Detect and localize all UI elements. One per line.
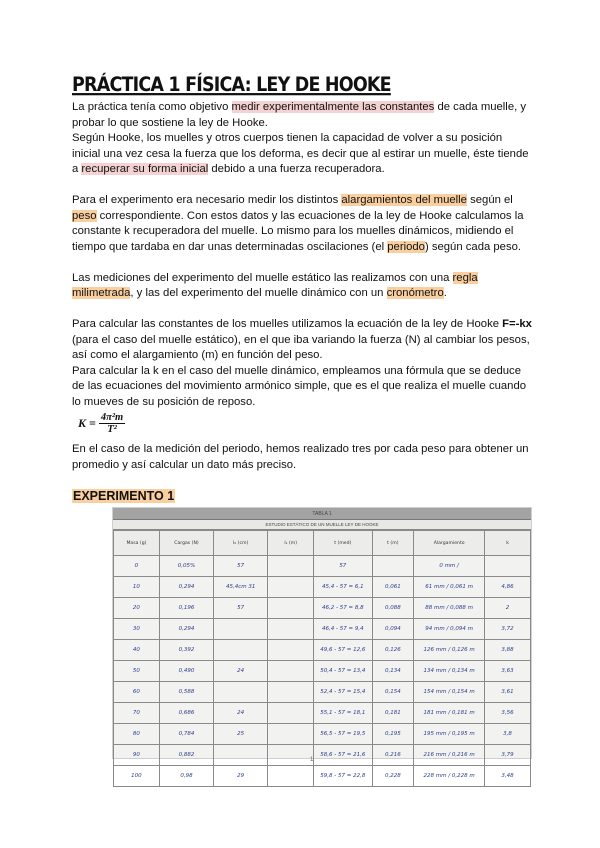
table-cell: 0,294 <box>159 577 213 598</box>
formula-fraction <box>99 412 125 435</box>
table-cell: 94 mm / 0,094 m <box>414 619 485 640</box>
text-span: Para el experimento era necesario medir los distintos <box>72 194 342 206</box>
table-cell: 58,6 - 57 = 21,6 <box>314 745 372 766</box>
table-cell: 24 <box>214 703 268 724</box>
table-cell: 49,6 - 57 = 12,6 <box>314 640 372 661</box>
highlight-span: alargamientos del muelle <box>341 194 467 206</box>
dynamic-k-formula <box>78 412 532 435</box>
table-cell: 3,63 <box>485 661 531 682</box>
table-cell: 0,228 <box>372 766 414 787</box>
table-cell: 0,094 <box>372 619 414 640</box>
column-header: Alargamiento <box>414 531 485 556</box>
table-cell: 0,294 <box>159 619 213 640</box>
table-row <box>114 556 531 577</box>
table-cell: 50,4 - 57 = 13,4 <box>314 661 372 682</box>
table-cell: 61 mm / 0,061 m <box>414 577 485 598</box>
table-cell <box>268 577 314 598</box>
table-cell: 3,48 <box>485 766 531 787</box>
table-cell: 134 mm / 0,134 m <box>414 661 485 682</box>
table-cell: 216 mm / 0,216 m <box>414 745 485 766</box>
table-cell: 126 mm / 0,126 m <box>414 640 485 661</box>
table-title: TABLA 1 <box>113 508 531 520</box>
table-cell: 3,8 <box>485 724 531 745</box>
table-cell: 60 <box>114 682 160 703</box>
table-cell <box>268 703 314 724</box>
table-row <box>114 640 531 661</box>
column-header: t (med) <box>314 531 372 556</box>
column-header: Masa (g) <box>114 531 160 556</box>
table-cell <box>268 682 314 703</box>
table-cell: 80 <box>114 724 160 745</box>
text-span: ) según cada peso. <box>424 240 522 253</box>
table-cell: 56,5 - 57 = 19,5 <box>314 724 372 745</box>
table-cell: 2 <box>485 598 531 619</box>
table-cell <box>372 556 414 577</box>
column-header: k <box>485 531 531 556</box>
table-row <box>114 577 531 598</box>
table-cell: 3,88 <box>485 640 531 661</box>
table-cell: 3,72 <box>485 619 531 640</box>
measurements-table <box>113 530 531 787</box>
table-cell <box>214 619 268 640</box>
formula-lhs: K = <box>78 415 96 430</box>
table-cell: 55,1 - 57 = 18,1 <box>314 703 372 724</box>
table-cell: 4,86 <box>485 577 531 598</box>
table-cell: 3,79 <box>485 745 531 766</box>
document-body <box>72 100 532 489</box>
formula-denominator: T² <box>107 424 117 435</box>
table-cell: 0,134 <box>372 661 414 682</box>
table-cell: 181 mm / 0,181 m <box>414 703 485 724</box>
table-row <box>114 598 531 619</box>
table-row <box>114 724 531 745</box>
table-cell: 228 mm / 0,228 m <box>414 766 485 787</box>
table-cell: 0,216 <box>372 745 414 766</box>
highlight-span: peso <box>72 209 97 222</box>
period-paragraph: En el caso de la medición del periodo, hemos realizado tres por cada peso para obtener un promedio y así calcular un dato más preciso. <box>72 443 529 471</box>
table-cell: 88 mm / 0,088 m <box>414 598 485 619</box>
page-mark: 1 <box>310 757 314 763</box>
table-cell: 0,154 <box>372 682 414 703</box>
table-cell: 0,686 <box>159 703 213 724</box>
table-cell: 30 <box>114 619 160 640</box>
table-cell: 0,061 <box>372 577 414 598</box>
formula-numerator: 4π²m <box>100 412 124 423</box>
table-header-row <box>114 531 531 556</box>
table-cell: 0,181 <box>372 703 414 724</box>
intro-paragraph <box>72 100 532 178</box>
column-header: Cargas (N) <box>159 531 213 556</box>
table-cell: 0,05% <box>159 556 213 577</box>
table-cell: 20 <box>114 598 160 619</box>
text-span: Para calcular las constantes de los muelles utilizamos la ecuación de la ley de Hooke <box>72 318 503 330</box>
table-cell: 57 <box>214 556 268 577</box>
table-cell <box>268 745 314 766</box>
table-cell: 46,4 - 57 = 9,4 <box>314 619 372 640</box>
table-cell: 24 <box>214 661 268 682</box>
table-cell: 0 mm / <box>414 556 485 577</box>
experiment-paragraph <box>72 193 532 255</box>
table-row <box>114 619 531 640</box>
table-cell: 100 <box>114 766 160 787</box>
text-span: La práctica tenía como objetivo <box>72 101 232 113</box>
table-row <box>114 661 531 682</box>
table-cell: 40 <box>114 640 160 661</box>
highlight-span: periodo <box>387 240 425 253</box>
section-title-experimento-1: EXPERIMENTO 1 <box>73 489 175 503</box>
column-header: t (m) <box>372 531 414 556</box>
text-span: . <box>443 287 447 299</box>
table-cell <box>268 598 314 619</box>
table-cell <box>214 640 268 661</box>
highlight-span: cronómetro <box>386 287 444 299</box>
text-span: Las mediciones del experimento del muelle estático las realizamos con una <box>72 271 453 284</box>
hooke-formula: F=-kx <box>502 318 532 330</box>
table-cell: 57 <box>214 598 268 619</box>
table-cell: 0,98 <box>159 766 213 787</box>
table-cell <box>268 640 314 661</box>
table-cell: 3,56 <box>485 703 531 724</box>
table-cell: 0,195 <box>372 724 414 745</box>
table-cell <box>268 766 314 787</box>
text-span: de cada muelle, y probar lo que sostiene la ley de Hooke. <box>72 101 527 129</box>
table-cell: 45,4cm 31 <box>214 577 268 598</box>
text-span: , y las del experimento del muelle dinámico con un <box>130 287 387 299</box>
table-cell: 46,2 - 57 = 8,8 <box>314 598 372 619</box>
table-cell: 57 <box>314 556 372 577</box>
text-span: correspondiente. Con estos datos y las ecuaciones de la ley de Hooke calculamos la constante k recuperadora del muelle. Lo mismo para los muelles dinámicos, midiendo el tiempo que tardaba en dar unas determinadas oscilaciones (el <box>72 209 524 253</box>
table-cell: 0 <box>114 556 160 577</box>
table-cell: 50 <box>114 661 160 682</box>
table-cell: 0,126 <box>372 640 414 661</box>
table-cell <box>214 745 268 766</box>
highlight-span: recuperar su forma inicial <box>81 163 209 175</box>
table-row <box>114 682 531 703</box>
highlight-span: medir experimentalmente las constantes <box>231 101 435 113</box>
table-cell: 195 mm / 0,195 m <box>414 724 485 745</box>
measurements-paragraph <box>72 271 532 302</box>
table-cell: 154 mm / 0,154 m <box>414 682 485 703</box>
table-cell: 0,784 <box>159 724 213 745</box>
text-span: según el <box>466 194 513 206</box>
table-body <box>114 556 531 787</box>
table-cell: 3,61 <box>485 682 531 703</box>
table-cell: 52,4 - 57 = 15,4 <box>314 682 372 703</box>
measurements-table-photo <box>112 507 532 779</box>
table-cell: 0,392 <box>159 640 213 661</box>
table-cell: 90 <box>114 745 160 766</box>
table-cell: 0,490 <box>159 661 213 682</box>
calculation-paragraph <box>72 317 532 410</box>
text-span: Para calcular la k en el caso del muelle dinámico, empleamos una fórmula que se deduce de las ecuaciones del movimiento armónico simple, que es el que realiza el muelle cuando lo mueves de su posición de reposo. <box>72 364 527 408</box>
table-row <box>114 703 531 724</box>
table-cell: 25 <box>214 724 268 745</box>
table-cell: 29 <box>214 766 268 787</box>
table-cell <box>268 556 314 577</box>
table-cell: 70 <box>114 703 160 724</box>
table-cell: 0,196 <box>159 598 213 619</box>
table-row <box>114 745 531 766</box>
table-subtitle: ESTUDIO ESTÁTICO DE UN MUELLE LEY DE HOOKE <box>113 520 531 530</box>
table-cell <box>268 619 314 640</box>
table-cell: 45,4 - 57 = 6,1 <box>314 577 372 598</box>
table-cell <box>214 682 268 703</box>
column-header: l₁ (m) <box>268 531 314 556</box>
column-header: l₀ (cm) <box>214 531 268 556</box>
table-cell: 59,8 - 57 = 22,8 <box>314 766 372 787</box>
table-cell <box>268 724 314 745</box>
table-cell <box>268 661 314 682</box>
text-span: Según Hooke, los muelles y otros cuerpos tienen la capacidad de volver a su posición inicial una vez cesa la fuerza que los deforma, es decir que al estirar un muelle, éste tiende a <box>72 132 529 175</box>
table-cell: 0,588 <box>159 682 213 703</box>
table-row <box>114 766 531 787</box>
table-cell: 0,882 <box>159 745 213 766</box>
page-title: PRÁCTICA 1 FÍSICA: LEY DE HOOKE <box>72 74 391 97</box>
text-span: (para el caso del muelle estático), en el que iba variando la fuerza (N) al cambiar los pesos, así como el alargamiento (m) en función del peso. <box>72 333 530 361</box>
table-cell <box>485 556 531 577</box>
table-cell: 10 <box>114 577 160 598</box>
table-cell: 0,088 <box>372 598 414 619</box>
text-span: debido a una fuerza recuperadora. <box>208 163 385 175</box>
highlight-span: regla milimetrada <box>72 271 478 299</box>
